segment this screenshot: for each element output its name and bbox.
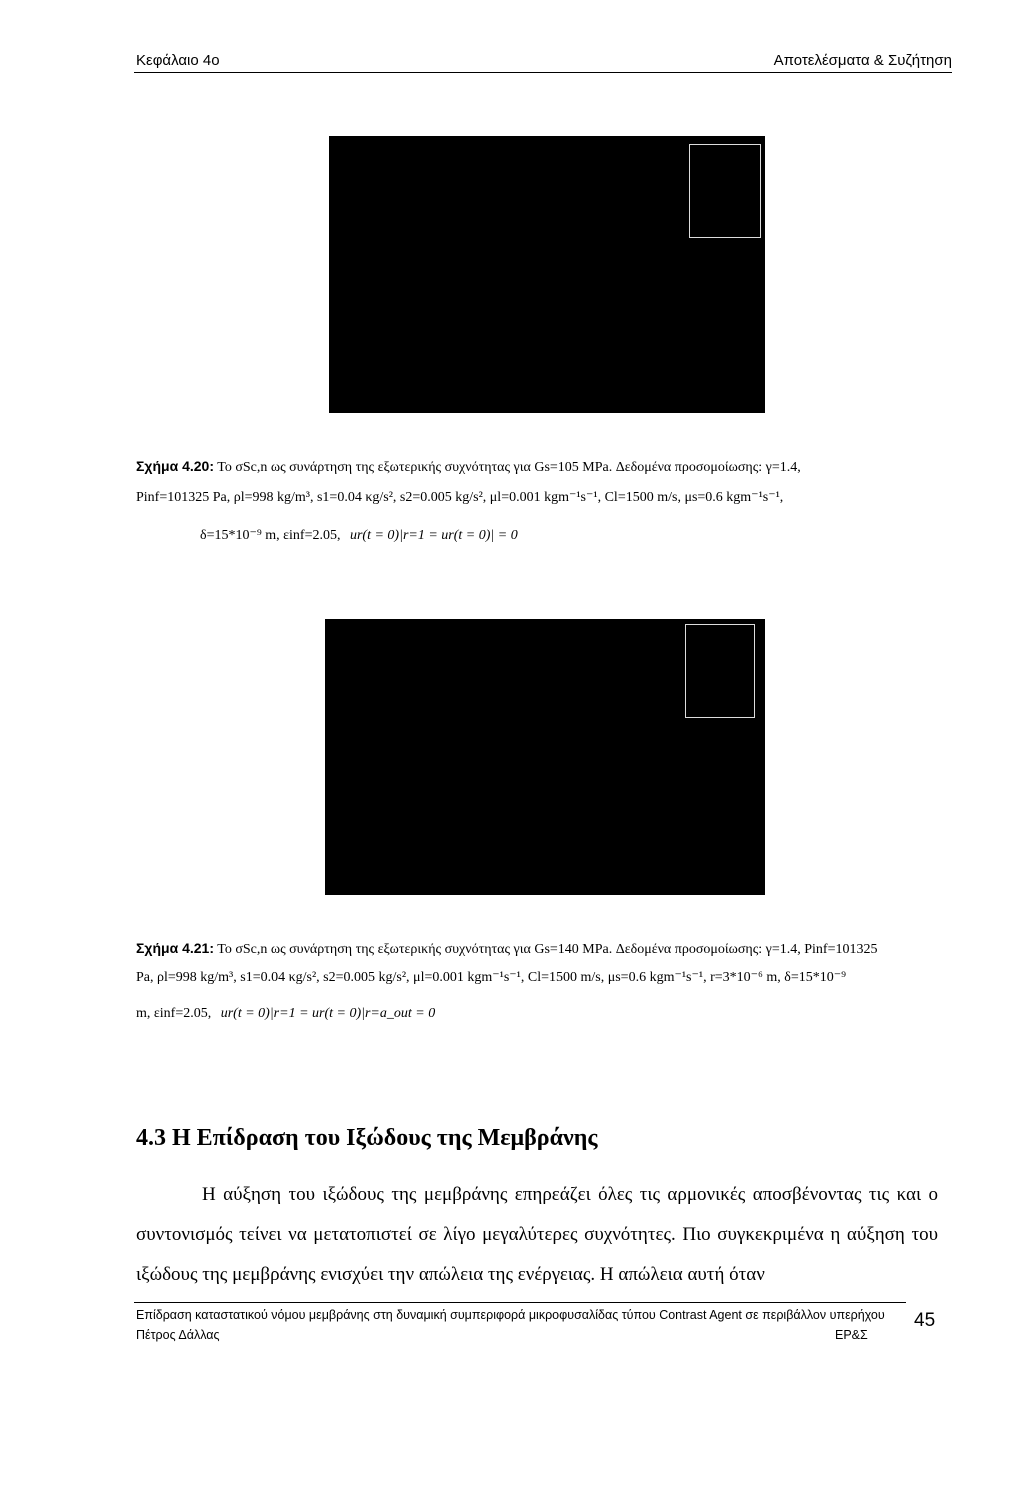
caption-4-21-line1: Το σSc,n ως συνάρτηση της εξωτερικής συχνότητας για Gs=140 MPa. Δεδομένα προσομοίωσης: γ=1.4, Pinf=101325 (217, 942, 878, 957)
caption-4-20-line2: Pinf=101325 Pa, ρl=998 kg/m³, s1=0.04 κg/s², s2=0.005 kg/s², μl=0.001 kgm⁻¹s⁻¹, Cl=1500 m/s, μs=0.6 kgm⁻¹s⁻¹, (136, 490, 784, 505)
figure-4-20-inset (689, 144, 761, 238)
page-number: 45 (914, 1310, 936, 1331)
caption-4-21 (136, 934, 877, 964)
header-rule (134, 72, 952, 73)
caption-4-20 (136, 452, 801, 482)
caption-4-21-line3-wrap (136, 1000, 435, 1028)
figure-4-20 (329, 136, 765, 413)
caption-4-21-line2: Pa, ρl=998 kg/m³, s1=0.04 κg/s², s2=0.005 kg/s², μl=0.001 kgm⁻¹s⁻¹, Cl=1500 m/s, μs=0.6 kgm⁻¹s⁻¹, r=3*10⁻⁶ m, δ=15*10⁻⁹ (136, 970, 847, 985)
header-section: Αποτελέσματα & Συζήτηση (773, 52, 952, 69)
footer-dept: ΕΡ&Σ (835, 1328, 868, 1342)
figure-4-21 (325, 619, 765, 895)
footer-title: Επίδραση καταστατικού νόμου μεμβράνης στη δυναμική συμπεριφορά μικροφυσαλίδας τύπου Contrast Agent σε περιβάλλον υπερήχου (136, 1308, 885, 1322)
caption-4-21-label: Σχήμα 4.21: (136, 940, 214, 956)
caption-4-20-line3-wrap (200, 522, 518, 550)
body-paragraph (136, 1175, 938, 1295)
caption-4-20-equation: ur(t = 0)|r=1 = ur(t = 0)| = 0 (349, 528, 518, 543)
caption-4-21-line3a: m, εinf=2.05, (136, 1006, 212, 1021)
caption-4-20-line1: Το σSc,n ως συνάρτηση της εξωτερικής συχνότητας για Gs=105 MPa. Δεδομένα προσομοίωσης: γ=1.4, (217, 460, 801, 475)
section-heading: 4.3 Η Επίδραση του Ιξώδους της Μεμβράνης (136, 1125, 598, 1151)
caption-4-20-label: Σχήμα 4.20: (136, 458, 214, 474)
header-chapter: Κεφάλαιο 4ο (136, 52, 220, 69)
footer-rule (134, 1302, 906, 1303)
body-paragraph-text: Η αύξηση του ιξώδους της μεμβράνης επηρεάζει όλες τις αρμονικές αποσβένοντας τις και ο συντονισμός τείνει να μετατοπιστεί σε λίγο μεγαλύτερες συχνότητες. Πιο συγκεκριμένα η αύξηση του ιξώδους της μεμβράνης ενισχύει την απώλεια της ενέργειας. Η απώλεια αυτή όταν (136, 1184, 938, 1285)
caption-4-20-line2-wrap (136, 484, 783, 512)
figure-4-21-inset (685, 624, 755, 718)
caption-4-20-line3a: δ=15*10⁻⁹ m, εinf=2.05, (200, 528, 341, 543)
caption-4-21-equation: ur(t = 0)|r=1 = ur(t = 0)|r=a_out = 0 (220, 1006, 436, 1021)
caption-4-21-line2-wrap (136, 964, 846, 992)
footer-author: Πέτρος Δάλλας (136, 1328, 220, 1342)
